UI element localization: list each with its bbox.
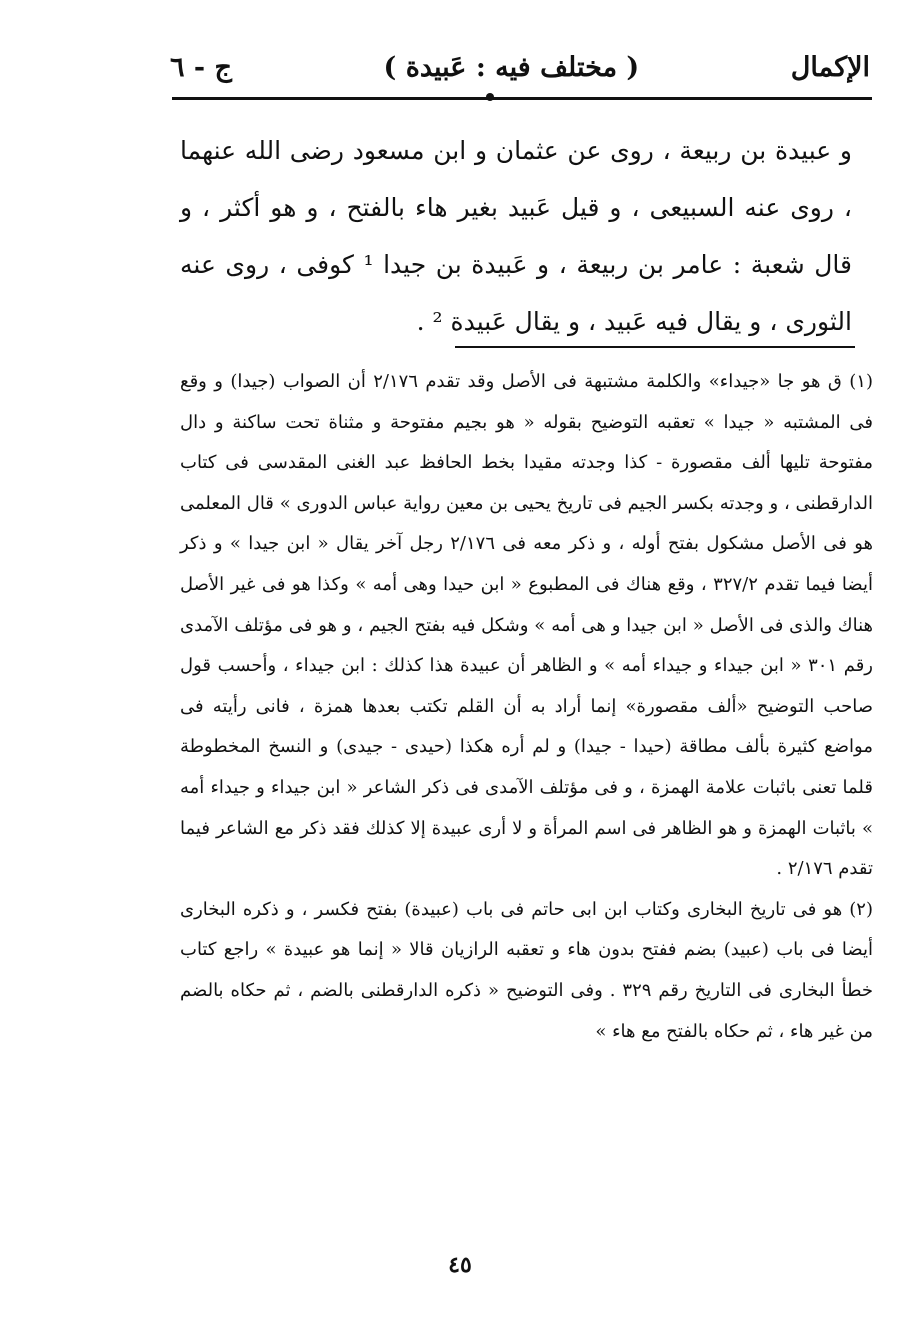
volume-label: ج - ٦ [170, 51, 232, 83]
running-header [170, 42, 870, 92]
footnote-1: (١) ق هو جا «جيداء» والكلمة مشتبهة فى الأصل وقد تقدم ٢/١٧٦ أن الصواب (جيدا) و وقع فى المشتبه « جيدا » تعقبه التوضيح بقوله « هو بجيم مفتوحة و مثناة تحت ساكنة و دال مفتوحة تليها ألف مقصورة - كذا وجدته مقيدا بخط الحافظ عبد الغنى المقدسى فى كتاب الدارقطنى ، و وجدته بكسر الجيم فى تاريخ يحيى بن معين رواية عباس الدورى » قال المعلمى هو فى الأصل مشكول بفتح أوله ، و ذكر معه فى ٢/١٧٦ رجل آخر يقال « ابن جيدا » و ذكر أيضا فيما تقدم ٣٢٧/٢ ، وقع هناك فى المطبوع « ابن حيدا وهى أمه » وكذا هو فى غير الأصل هناك والذى فى الأصل « ابن جيدا و هى أمه » وشكل فيه بفتح الجيم ، و هو فى مؤتلف الآمدى رقم ٣٠١ « ابن جيداء و جيداء أمه » و الظاهر أن عبيدة هذا كذلك : ابن جيداء ، وأحسب قول صاحب التوضيح «ألف مقصورة» إنما أراد به أن القلم تكتب بعدها همزة ، فانى رأيته فى مواضع كثيرة بألف مطاقة (حيدا - جيدا) و لم أره هكذا (حيدى - جيدى) و النسخ المخطوطة قلما تعنى باثبات علامة الهمزة ، و فى مؤتلف الآمدى فى ذكر الشاعر « ابن جيداء و جيداء أمه » باثبات الهمزة و هو الظاهر فى اسم المرأة و لا أرى عبيدة إلا كذلك فقد ذكر مع الشاعر فيما تقدم ٢/١٧٦ . [180, 371, 873, 880]
page-number: ٤٥ [448, 1252, 472, 1278]
footnote-2: (٢) هو فى تاريخ البخارى وكتاب ابن ابى حاتم فى باب (عبيدة) بفتح فكسر ، و ذكره البخارى أيضا فى باب (عبيد) بضم ففتح بدون هاء و تعقبه الرازيان قالا « إنما هو عبيدة » راجع كتاب خطأ البخارى فى التاريخ رقم ٣٢٩ . وفى التوضيح « ذكره الدارقطنى بالضم ، ثم حكاه بالضم من غير هاء ، ثم حكاه بالفتح مع هاء » [180, 898, 873, 1042]
footnote-separator [455, 346, 855, 348]
main-paragraph: و عبيدة بن ربيعة ، روى عن عثمان و ابن مسعود رضى الله عنهما ، روى عنه السبيعى ، و قيل عَبيد بغير هاء بالفتح ، و هو أكثر ، و قال شعبة : عامر بن ربيعة ، و عَبيدة بن جيدا ¹ كوفى ، روى عنه الثورى ، و يقال فيه عَبيد ، و يقال عَبيدة ² . [180, 136, 852, 336]
header-ornament-dot [486, 93, 494, 101]
book-title: الإكمال [790, 51, 870, 83]
entry-heading: ( مختلف فيه : عَبيدة ) [383, 51, 640, 83]
footnotes [180, 362, 873, 1052]
main-text [180, 122, 852, 350]
header-rule [172, 97, 872, 100]
